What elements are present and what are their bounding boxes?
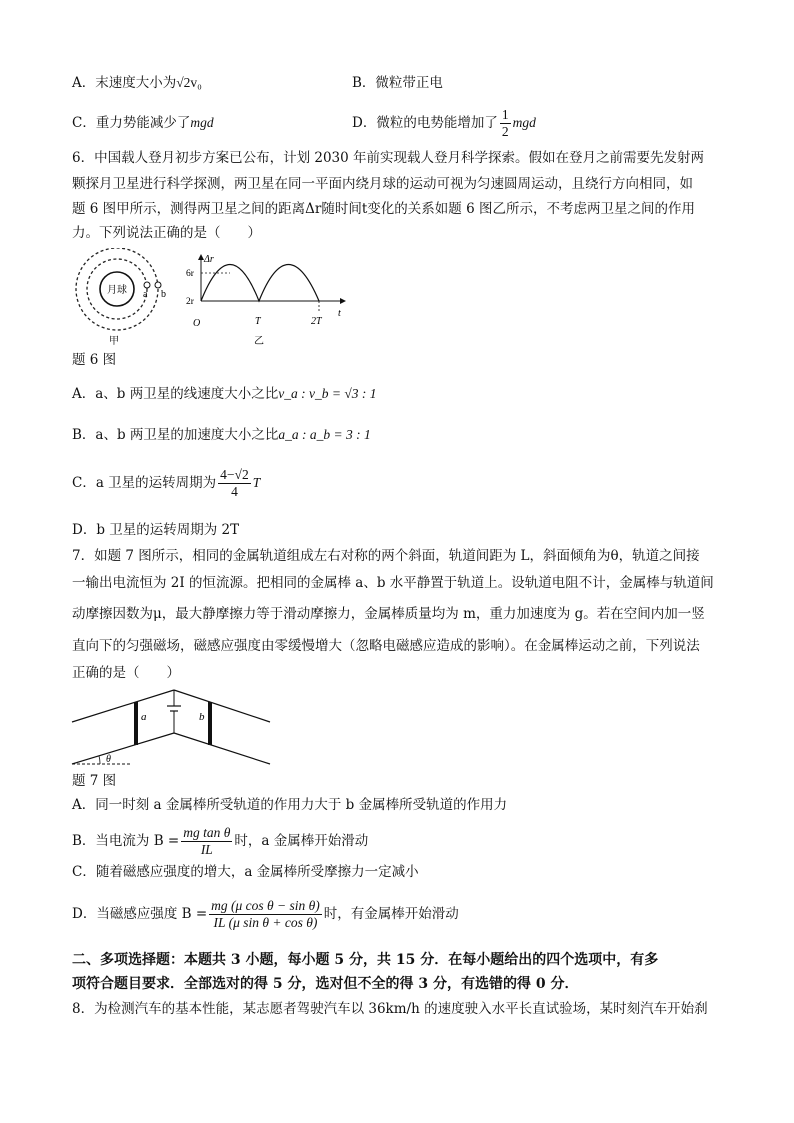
q8-stem-line1: 8．为检测汽车的基本性能，某志愿者驾驶汽车以 36km/h 的速度驶入水平长直试验场，某时刻汽车开始刹 <box>72 1001 708 1017</box>
section2-heading-line2: 项符合题目要求．全部选对的得 5 分，选对但不全的得 3 分，有选错的得 0 分． <box>72 976 579 992</box>
left-rail-lower <box>72 733 174 764</box>
fraction-numerator: mg tan θ <box>183 825 231 840</box>
satellite-b <box>155 282 161 288</box>
q6-figure-orbits <box>70 248 180 348</box>
q6-option-c-T: T <box>252 475 261 490</box>
q7-figure-rails <box>70 684 275 768</box>
q7-option-d <box>72 893 459 935</box>
q5-option-a-text: A．末速度大小为 <box>72 75 177 91</box>
theta-label: θ <box>106 754 111 765</box>
fraction-numerator: 1 <box>501 107 509 122</box>
q6-option-b-expr: a_a : a_b = 3 : 1 <box>278 427 371 442</box>
q5-option-a-expr: √2v₀ <box>176 75 202 90</box>
q7-option-b-pre: B．当电流为 B = <box>72 833 180 849</box>
q6-stem-line3: 题 6 图甲所示，测得两卫星之间的距离Δr随时间t变化的关系如题 6 图乙所示，不考虑两卫星之间的作用 <box>72 201 695 217</box>
q6-stem-line1: 6．中国载人登月初步方案已公布，计划 2030 年前实现载人登月科学探索。假如在登月之前需要先发射两 <box>72 150 705 166</box>
q7-option-d-fraction <box>209 898 322 931</box>
fraction-denominator: 2 <box>501 124 509 139</box>
rod-b-label: b <box>199 711 205 723</box>
q5-option-c-text: C．重力势能减少了 <box>72 115 191 131</box>
t-axis-arrow <box>340 298 346 304</box>
q7-option-b <box>72 821 368 861</box>
fraction-denominator: IL (μ sin θ + cos θ) <box>213 915 318 930</box>
figure-jia-label: 甲 <box>109 336 119 347</box>
satellite-a <box>144 282 150 288</box>
q6-figure-caption: 题 6 图 <box>72 352 117 368</box>
q7-option-b-post: 时，a 金属棒开始滑动 <box>234 833 369 849</box>
dr-curve <box>201 265 319 302</box>
fraction-numerator: mg (μ cos θ − sin θ) <box>211 898 320 913</box>
graph-ylabel: Δr <box>204 254 214 265</box>
angle-arc <box>99 756 100 764</box>
fraction-numerator: 4−√2 <box>220 467 249 482</box>
graph-2T-label: 2T <box>311 316 322 327</box>
rod-a-label: a <box>141 711 147 723</box>
section2-heading-line1: 二、多项选择题：本题共 3 小题，每小题 5 分，共 15 分．在每小题给出的四个选项中，有多 <box>72 952 659 968</box>
q6-option-a-expr: v_a : v_b = √3 : 1 <box>278 386 377 401</box>
q5-option-d-text: D．微粒的电势能增加了 <box>352 115 498 131</box>
left-rail-upper <box>72 690 174 722</box>
q5-option-c-expr: mgd <box>190 115 214 130</box>
graph-t-label: t <box>338 308 341 319</box>
figure-yi-label: 乙 <box>254 336 264 347</box>
graph-6r-label: 6r <box>186 269 194 279</box>
satellite-b-label: b <box>161 289 166 300</box>
q7-option-a: A．同一时刻 a 金属棒所受轨道的作用力大于 b 金属棒所受轨道的作用力 <box>72 797 508 813</box>
q5-option-c <box>72 113 214 133</box>
q7-stem-line2: 一输出电流恒为 2I 的恒流源。把相同的金属棒 a、b 水平静置于轨道上。设轨道电阻不计，金属棒与轨道间 <box>72 575 714 591</box>
q7-option-c: C．随着磁感应强度的增大，a 金属棒所受摩擦力一定减小 <box>72 864 419 880</box>
q5-option-a <box>72 73 202 93</box>
q6-option-c <box>72 462 260 504</box>
right-rail-upper <box>174 690 270 722</box>
q6-stem-line4: 力。下列说法正确的是（ ） <box>72 225 261 241</box>
graph-origin-label: O <box>193 318 201 329</box>
q7-option-b-fraction <box>181 825 232 858</box>
moon-label: 月球 <box>107 285 127 296</box>
graph-T-label: T <box>255 316 261 327</box>
q6-option-a <box>72 384 376 404</box>
q6-option-c-fraction <box>218 467 251 500</box>
q7-stem-line4: 直向下的匀强磁场，磁感应强度由零缓慢增大（忽略电磁感应造成的影响）。在金属棒运动之前，下列说法 <box>72 638 700 654</box>
q6-option-a-text: A．a、b 两卫星的线速度大小之比 <box>72 386 279 402</box>
right-rail-lower <box>174 733 270 764</box>
q5-option-d <box>352 106 536 140</box>
q6-option-c-text: C．a 卫星的运转周期为 <box>72 475 217 491</box>
q6-option-b <box>72 425 371 445</box>
q7-option-d-post: 时，有金属棒开始滑动 <box>323 906 459 922</box>
fraction-denominator: IL <box>200 842 213 857</box>
graph-2r-label: 2r <box>186 297 194 307</box>
q7-stem-line1: 7．如题 7 图所示，相同的金属轨道组成左右对称的两个斜面，轨道间距为 L，斜面倾角为θ，轨道之间接 <box>72 548 700 564</box>
q5-option-d-fraction <box>500 107 511 140</box>
q7-figure-caption: 题 7 图 <box>72 773 117 789</box>
fraction-denominator: 4 <box>231 484 238 499</box>
q5-option-d-expr: mgd <box>512 115 536 130</box>
q6-figure-graph <box>180 250 350 348</box>
q7-option-d-pre: D．当磁感应强度 B = <box>72 906 208 922</box>
q6-option-d: D．b 卫星的运转周期为 2T <box>72 522 240 538</box>
q6-stem-line2: 颗探月卫星进行科学探测，两卫星在同一平面内绕月球的运动可视为匀速圆周运动，且绕行方向相同，如 <box>72 176 693 192</box>
q7-stem-line3: 动摩擦因数为μ，最大静摩擦力等于滑动摩擦力，金属棒质量均为 m，重力加速度为 g。若在空间内加一竖 <box>72 606 705 622</box>
q5-option-b: B．微粒带正电 <box>352 75 443 91</box>
satellite-a-label: a <box>143 289 148 300</box>
q7-stem-line5: 正确的是（ ） <box>72 665 180 681</box>
q6-option-b-text: B．a、b 两卫星的加速度大小之比 <box>72 427 279 443</box>
